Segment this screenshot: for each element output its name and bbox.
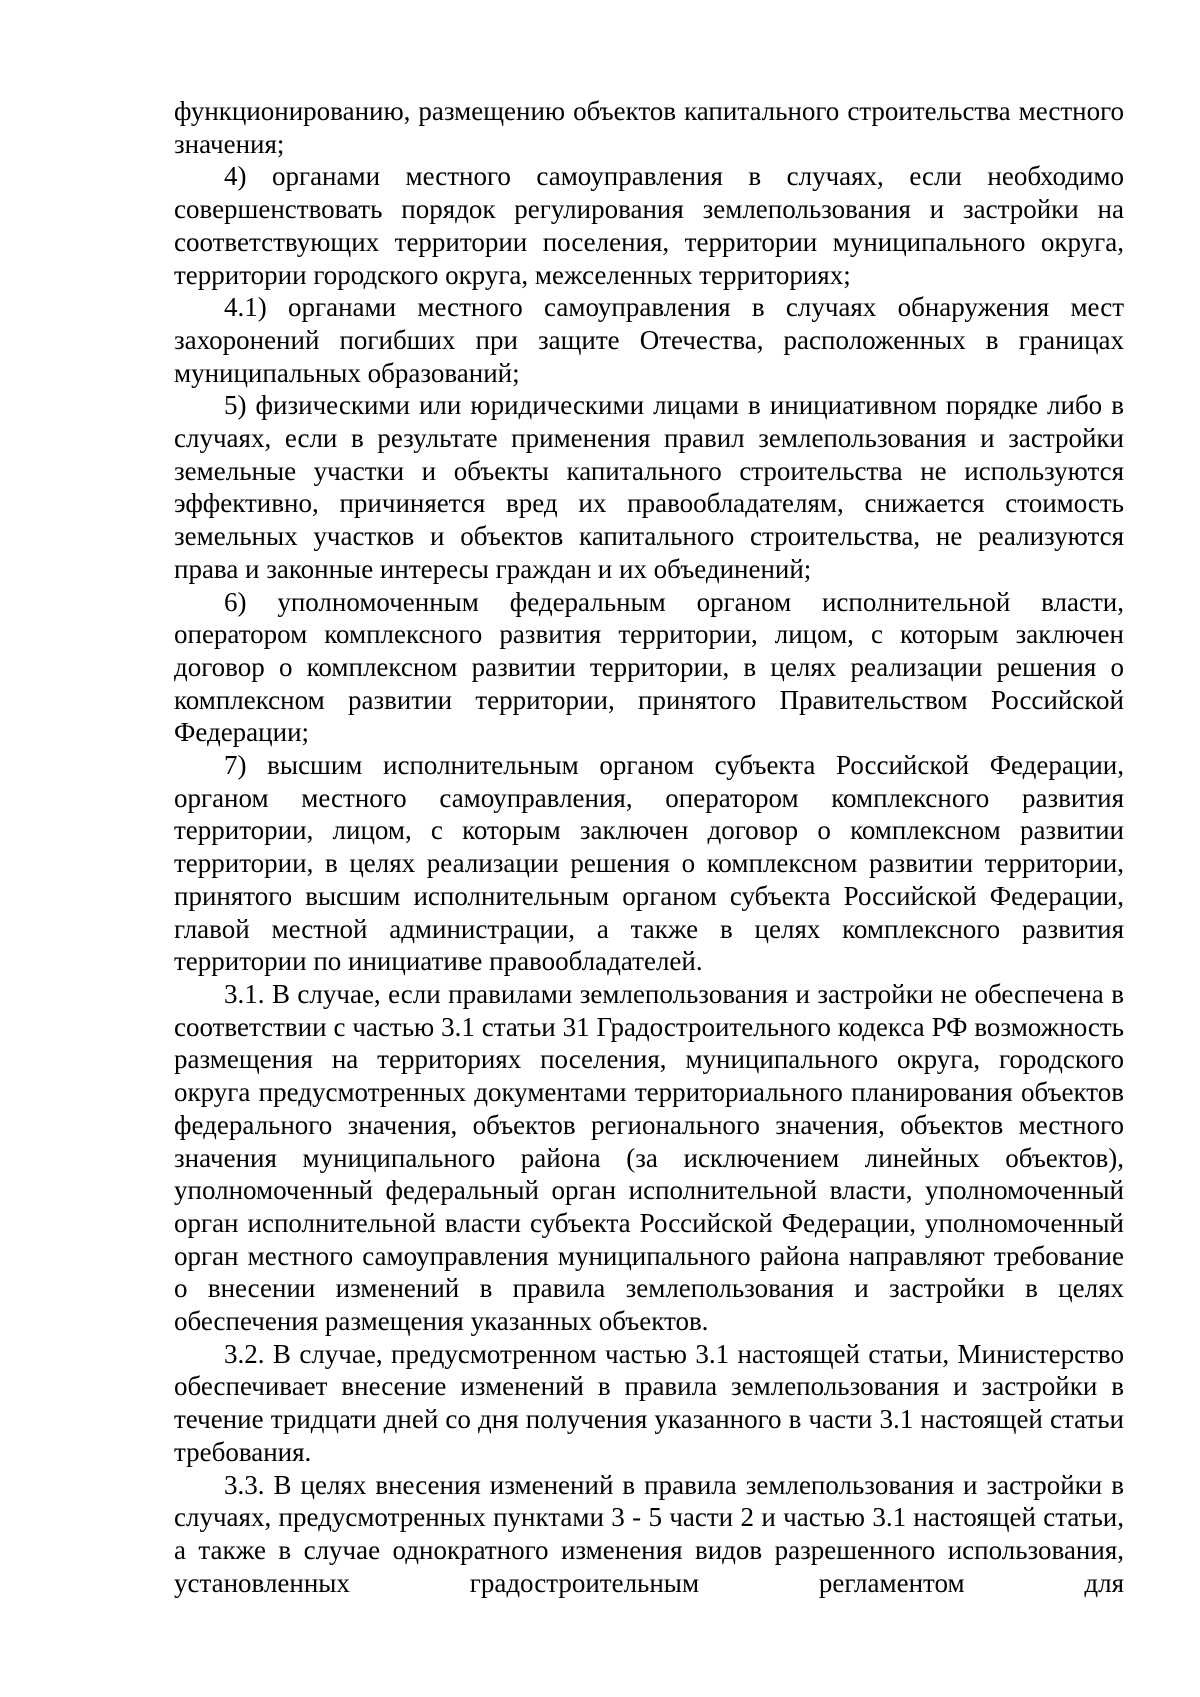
paragraph-item-7: 7) высшим исполнительным органом субъекта Российской Федерации, органом местного самоуправления, оператором комплексного развития территории, лицом, с которым заключен договор о комплексном развитии территории, в целях реализации решения о комплексном развитии территории, принятого высшим исполнительным органом субъекта Российской Федерации, главой местной администрации, а также в целях комплексного развития территории по инициативе правообладателей. [174, 750, 1124, 977]
paragraph-item-4: 4) органами местного самоуправления в случаях, если необходимо совершенствовать порядок регулирования землепользования и застройки на соответствующих территории поселения, территории муниципального округа, территории городского округа, межселенных территориях; [174, 161, 1124, 290]
paragraph-item-6: 6) уполномоченным федеральным органом исполнительной власти, оператором комплексного развития территории, лицом, с которым заключен договор о комплексном развитии территории, в целях реализации решения о комплексном развитии территории, принятого Правительством Российской Федерации; [174, 586, 1124, 748]
paragraph-continuation: функционированию, размещению объектов капитального строительства местного значения; [174, 96, 1124, 159]
paragraph-3-3: 3.3. В целях внесения изменений в правила землепользования и застройки в случаях, предусмотренных пунктами 3 - 5 части 2 и частью 3.1 настоящей статьи, а также в случае однократного изменения видов разрешенного использования, установленных градостроительным регламентом для [174, 1469, 1124, 1598]
paragraph-3-1: 3.1. В случае, если правилами землепользования и застройки не обеспечена в соответствии с частью 3.1 статьи 31 Градостроительного кодекса РФ возможность размещения на территориях поселения, муниципального округа, городского округа предусмотренных документами территориального планирования объектов федерального значения, объектов регионального значения, объектов местного значения муниципального района (за исключением линейных объектов), уполномоченный федеральный орган исполнительной власти, уполномоченный орган исполнительной власти субъекта Российской Федерации, уполномоченный орган местного самоуправления муниципального района направляют требование о внесении изменений в правила землепользования и застройки в целях обеспечения размещения указанных объектов. [174, 978, 1124, 1337]
document-page [174, 95, 1124, 1599]
paragraph-item-5: 5) физическими или юридическими лицами в инициативном порядке либо в случаях, если в результате применения правил землепользования и застройки земельные участки и объекты капитального строительства не используются эффективно, причиняется вред их правообладателям, снижается стоимость земельных участков и объектов капитального строительства, не реализуются права и законные интересы граждан и их объединений; [174, 390, 1124, 584]
paragraph-3-2: 3.2. В случае, предусмотренном частью 3.1 настоящей статьи, Министерство обеспечивает внесение изменений в правила землепользования и застройки в течение тридцати дней со дня получения указанного в части 3.1 настоящей статьи требования. [174, 1338, 1124, 1467]
paragraph-item-4-1: 4.1) органами местного самоуправления в случаях обнаружения мест захоронений погибших при защите Отечества, расположенных в границах муниципальных образований; [174, 292, 1124, 388]
